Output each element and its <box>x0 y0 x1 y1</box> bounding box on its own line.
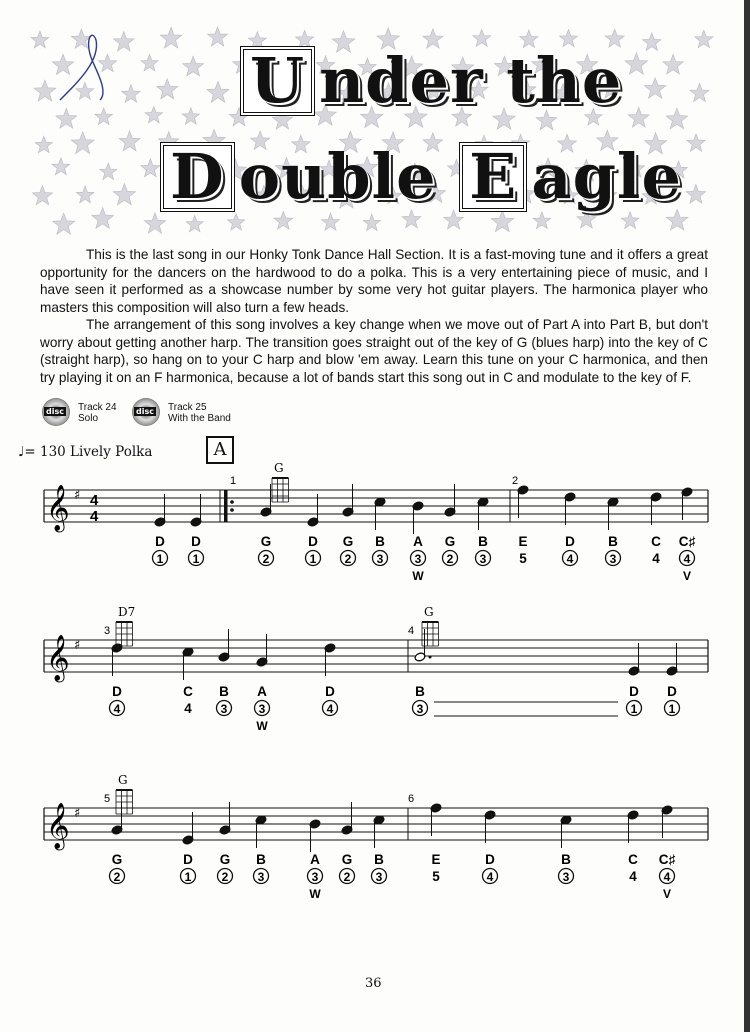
title-initial-d: D <box>160 142 235 212</box>
tab-number: 4 <box>629 869 637 884</box>
tab-number: 4 <box>683 552 691 566</box>
measure-number: 2 <box>512 475 519 487</box>
note-label: B <box>608 534 618 549</box>
bend-mark: V <box>662 887 672 901</box>
treble-clef-icon: 𝄞 <box>46 803 70 849</box>
note-label: B <box>374 852 384 867</box>
note-label: G <box>111 852 123 867</box>
dot <box>429 656 432 659</box>
rehearsal-mark: A <box>206 436 234 464</box>
tab-number: 3 <box>416 702 424 716</box>
time-signature: 4 <box>90 508 99 525</box>
note-label: D <box>629 684 639 699</box>
title-initial-e: E <box>459 142 527 212</box>
chord-name: D7 <box>118 605 136 619</box>
disc-icon: disc <box>42 398 70 426</box>
note-label: C♯ <box>678 534 696 549</box>
tab-number: 4 <box>184 701 192 716</box>
note-label: B <box>478 534 488 549</box>
tab-number: 2 <box>113 870 121 884</box>
title-line2-end: agle <box>531 140 682 213</box>
tab-number: 2 <box>343 870 351 884</box>
tab-number: 3 <box>311 870 319 884</box>
tab-number: 3 <box>414 552 422 566</box>
note-label: B <box>375 534 385 549</box>
tab-number: 5 <box>519 551 527 566</box>
tab-number: 4 <box>566 552 574 566</box>
note-label: D <box>308 534 318 549</box>
tab-number: 3 <box>376 552 384 566</box>
tab-number: 3 <box>375 870 383 884</box>
bend-mark: W <box>412 569 424 583</box>
tab-number: 1 <box>668 702 676 716</box>
intro-paragraph-2: The arrangement of this song involves a key change when we move out of Part A into Part B, but don't worry about getting another harp. The transition goes straight out of the key of G (blues harp) into the key of C (straight harp), so hang on to your C harp and blow 'em away. Learn this tune on your C harmonica, and then try playing it on an F harmonica, because a lot of bands start this song out in C and modulate to the key of F. <box>40 317 708 385</box>
track-24-label: Track 24 Solo <box>78 402 117 424</box>
note-label: D <box>485 852 495 867</box>
tab-number: 3 <box>220 702 228 716</box>
title-initial-u: U <box>240 46 315 116</box>
tab-number: 4 <box>663 870 671 884</box>
tab-number: 4 <box>113 702 121 716</box>
note-label: E <box>431 852 441 867</box>
tab-number: 3 <box>257 870 265 884</box>
note-label: E <box>518 534 528 549</box>
note-label: B <box>415 684 425 699</box>
note-label: D <box>325 684 335 699</box>
tab-number: 2 <box>446 552 454 566</box>
tab-number: 1 <box>184 870 192 884</box>
tab-number: 1 <box>192 552 200 566</box>
repeat-dot <box>230 508 234 512</box>
bend-mark: W <box>256 719 268 733</box>
note-label: G <box>444 534 456 549</box>
chord-name: G <box>424 605 434 619</box>
tempo-marking: ♩= 130 Lively Polka <box>18 444 153 460</box>
intro-paragraph-1: This is the last song in our Honky Tonk Dance Hall Section. It is a fast-moving tune and it offers a great opportunity for the dancers on the hardwood to do a polka. This is a very entertaining piece of music, and I have seen it performed as a showcase number by some very hot guitar players. The harmonica player who masters this composition will also turn a few heads. <box>40 247 708 315</box>
note-label: A <box>413 534 423 549</box>
tab-number: 2 <box>221 870 229 884</box>
note-label: D <box>112 684 122 699</box>
page-number: 36 <box>365 976 382 991</box>
note-label: B <box>256 852 266 867</box>
scan-edge <box>744 0 750 1032</box>
note-label: A <box>257 684 267 699</box>
chord-name: G <box>274 461 284 475</box>
tab-number: 2 <box>344 552 352 566</box>
key-signature-sharp: ♯ <box>74 638 81 653</box>
tab-number: 1 <box>630 702 638 716</box>
measure-number: 1 <box>230 475 237 487</box>
bend-mark: W <box>309 887 321 901</box>
tab-number: 3 <box>258 702 266 716</box>
treble-clef-icon: 𝄞 <box>46 485 70 531</box>
repeat-barline <box>224 490 228 522</box>
chord-name: G <box>118 773 128 787</box>
title-line1-text: nder the <box>319 44 623 117</box>
tab-number: 4 <box>326 702 334 716</box>
note-label: D <box>667 684 677 699</box>
bend-mark: V <box>682 569 692 583</box>
time-signature: 4 <box>90 492 99 509</box>
note-label: G <box>342 534 354 549</box>
repeat-dot <box>230 500 234 504</box>
tab-number: 5 <box>432 869 440 884</box>
note-label: A <box>310 852 320 867</box>
note-label: D <box>191 534 201 549</box>
note-label: G <box>219 852 231 867</box>
note-label: G <box>341 852 353 867</box>
title-line2-mid: ouble <box>238 140 460 213</box>
tab-number: 3 <box>609 552 617 566</box>
note-label: C <box>628 852 638 867</box>
treble-clef-icon: 𝄞 <box>46 635 70 681</box>
tab-number: 3 <box>562 870 570 884</box>
note-label: C♯ <box>658 852 676 867</box>
disc-icon: disc <box>132 398 160 426</box>
measure-number: 6 <box>408 793 415 805</box>
key-signature-sharp: ♯ <box>74 488 81 503</box>
measure-number: 5 <box>104 793 111 805</box>
tab-number: 1 <box>156 552 164 566</box>
tab-number: 1 <box>309 552 317 566</box>
note-label: D <box>565 534 575 549</box>
measure-number: 3 <box>104 625 111 637</box>
tab-number: 4 <box>652 551 660 566</box>
tab-number: 4 <box>486 870 494 884</box>
tab-number: 3 <box>479 552 487 566</box>
key-signature-sharp: ♯ <box>74 806 81 821</box>
track-25-label: Track 25 With the Band <box>168 402 231 424</box>
note-label: C <box>183 684 193 699</box>
note-label: G <box>260 534 272 549</box>
measure-number: 4 <box>408 625 415 637</box>
note-label: B <box>561 852 571 867</box>
note-label: D <box>183 852 193 867</box>
note-label: C <box>651 534 661 549</box>
note-label: B <box>219 684 229 699</box>
note-label: D <box>155 534 165 549</box>
tab-number: 2 <box>262 552 270 566</box>
